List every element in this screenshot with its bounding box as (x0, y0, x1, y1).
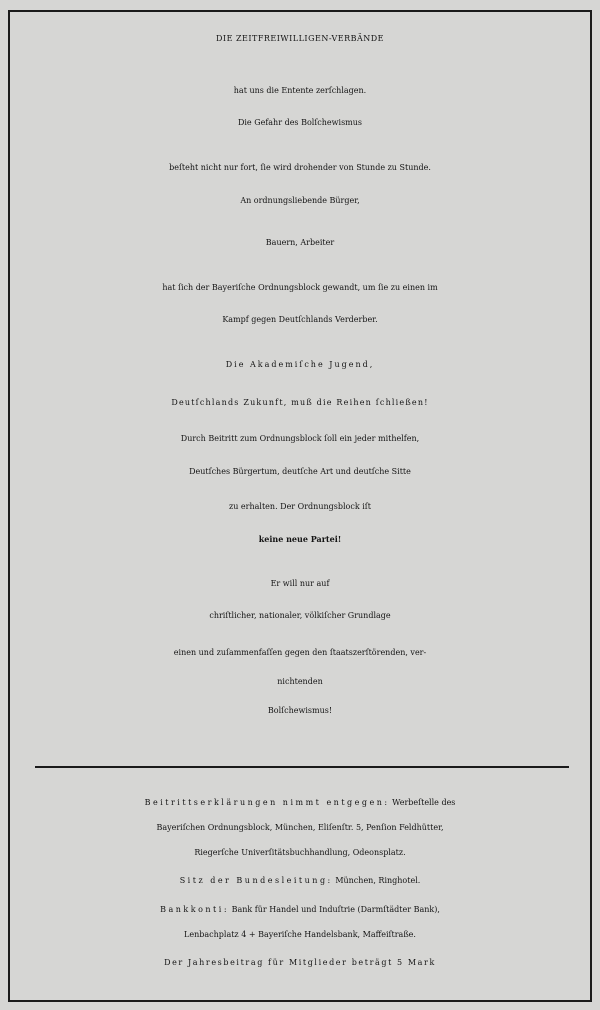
poster-line: Er will nur auf (270, 579, 330, 588)
seat-text: München, Ringhotel. (335, 876, 421, 885)
poster-line: hat uns die Entente zerſchlagen. (233, 86, 367, 95)
poster-title: DIE ZEITFREIWILLIGEN-VERBÄNDE (216, 34, 384, 43)
footer-seat-line (0, 876, 600, 885)
seat-label: Sitz der Bundesleitung: (179, 876, 333, 885)
poster-line: einen und zuſammenfaſſen gegen den ſtaatszerſtörenden, ver- (173, 648, 427, 657)
poster-line: Durch Beitritt zum Ordnungsblock ſoll ein jeder mithelfen, (180, 434, 420, 443)
poster-closing: Bolſchewismus! (267, 706, 333, 715)
divider-rule (35, 766, 569, 768)
footer-membership-line-1 (0, 798, 600, 807)
poster-heading: Die Gefahr des Bolſchewismus (237, 118, 363, 127)
footer-bank-line-1 (0, 905, 600, 914)
poster-heading: Bauern, Arbeiter (265, 238, 335, 247)
poster-line: Deutſchlands Zukunft, muß die Reihen ſchließen! (171, 398, 429, 407)
poster-line: nichtenden (277, 677, 323, 686)
footer-bank-line-2: Lenbachplatz 4 + Bayeriſche Handelsbank, Maffeiſtraße. (184, 930, 416, 939)
poster-heading: An ordnungsliebende Bürger, (240, 196, 360, 205)
footer-fee-line: Der Jahresbeitrag für Mitglieder beträgt 5 Mark (164, 958, 436, 967)
poster-emphasis: keine neue Partei! (258, 534, 342, 544)
bank-label: Bankkonti: (160, 905, 230, 914)
membership-text: Werbeſtelle des (392, 798, 456, 807)
footer-membership-line-3: Riegerſche Univerſitätsbuchhandlung, Odeonsplatz. (194, 848, 406, 857)
poster-line: zu erhalten. Der Ordnungsblock iſt (229, 502, 371, 511)
poster-line: chriſtlicher, nationaler, völkiſcher Grundlage (209, 611, 391, 620)
bank-text: Bank für Handel und Induſtrie (Darmſtädter Bank), (231, 905, 440, 914)
poster-line: Kampf gegen Deutſchlands Verderber. (222, 315, 378, 324)
footer-membership-line-2: Bayeriſchen Ordnungsblock, München, Eliſenſtr. 5, Penſion Feldhütter, (156, 823, 444, 832)
poster-line: Deutſches Bürgertum, deutſche Art und deutſche Sitte (189, 467, 411, 476)
membership-label: Beitrittserklärungen nimmt entgegen: (144, 798, 390, 807)
poster-line: beſteht nicht nur fort, ſie wird drohender von Stunde zu Stunde. (169, 163, 431, 172)
poster-line: hat ſich der Bayeriſche Ordnungsblock gewandt, um ſie zu einen im (162, 283, 438, 292)
poster-line: Die Akademiſche Jugend, (225, 360, 375, 369)
